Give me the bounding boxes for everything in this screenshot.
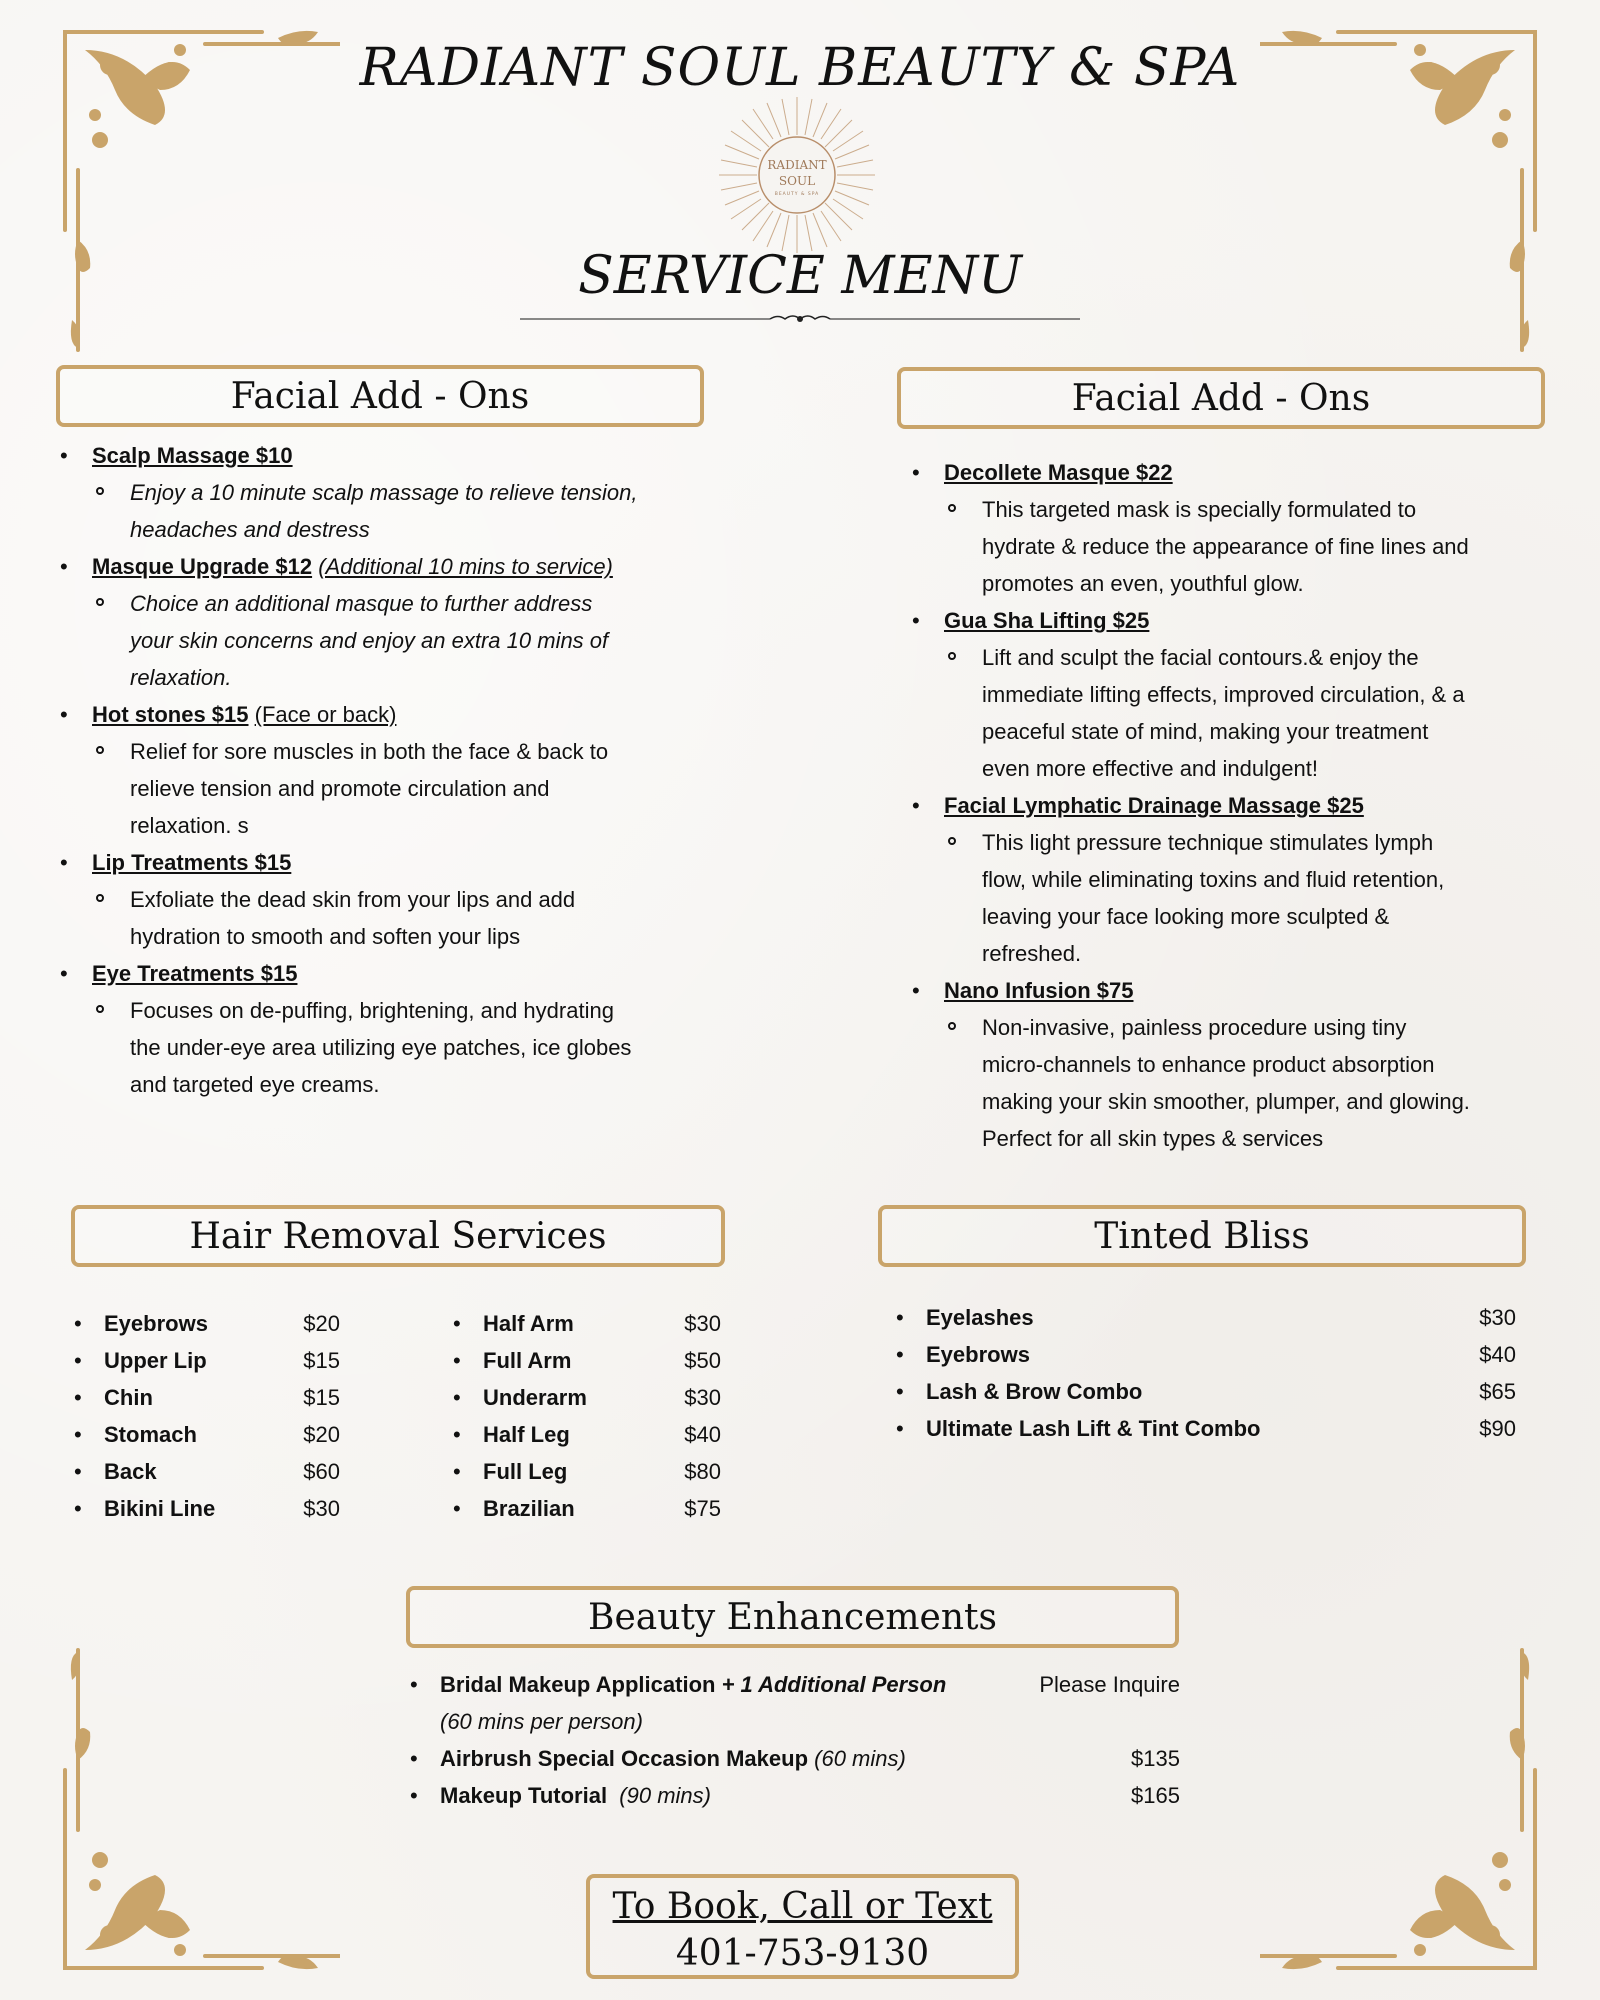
list-item: • Masque Upgrade $12 (Additional 10 mins to service) Choice an additional masque to further address your skin concerns and enjoy an extra 10 mins of relaxation.	[60, 554, 613, 690]
svg-text:RADIANT: RADIANT	[767, 158, 827, 172]
price-row: • Brazilian $75	[453, 1495, 721, 1521]
section-heading: Facial Add - Ons	[230, 375, 530, 417]
tinted-bliss-header	[878, 1205, 1526, 1267]
list-item: • Nano Infusion $75 Non-invasive, painless procedure using tiny micro-channels to enhance product absorption making your skin smoother, plumper, and glowing. Perfect for all skin types & services	[912, 978, 1470, 1151]
corner-ornament-bottom-left-icon	[40, 1640, 340, 1980]
price-row: • Half Arm $30	[453, 1310, 721, 1336]
phone-number-link[interactable]: 401-753-9130	[675, 1933, 930, 1974]
price-row: • Chin $15	[74, 1384, 340, 1410]
list-item: • Facial Lymphatic Drainage Massage $25 This light pressure technique stimulates lymph flow, while eliminating toxins and fluid retention, leaving your face looking more sculpted & refreshed.	[912, 793, 1445, 966]
booking-label: To Book, Call or Text	[612, 1886, 993, 1927]
price-row: • Makeup Tutorial (90 mins) $165	[410, 1782, 1180, 1808]
price-row: • Airbrush Special Occasion Makeup (60 mins) $135	[410, 1745, 1180, 1771]
booking-box	[586, 1874, 1019, 1979]
tinted-bliss-list	[896, 1299, 1516, 1447]
list-item: • Decollete Masque $22 This targeted mask is specially formulated to hydrate & reduce the appearance of fine lines and promotes an even, youthful glow.	[912, 460, 1469, 596]
price-row: • Stomach $20	[74, 1421, 340, 1447]
section-heading: Tinted Bliss	[1094, 1215, 1310, 1257]
price-row: • Underarm $30	[453, 1384, 721, 1410]
list-item: • Gua Sha Lifting $25 Lift and sculpt the facial contours.& enjoy the immediate lifting effects, improved circulation, & a peaceful state of mind, making your treatment even more effective and indulgent!	[912, 608, 1465, 781]
price-row: • Lash & Brow Combo $65	[896, 1378, 1516, 1404]
service-menu-heading: SERVICE MENU	[578, 246, 1022, 306]
price-row: • Back $60	[74, 1458, 340, 1484]
hair-removal-col2	[453, 1305, 721, 1527]
list-item: • Hot stones $15 (Face or back) Relief for sore muscles in both the face & back to relieve tension and promote circulation and relaxation. s	[60, 702, 609, 838]
list-item: • Eye Treatments $15 Focuses on de-puffing, brightening, and hydrating the under-eye area utilizing eye patches, ice globes and targeted eye creams.	[60, 961, 632, 1097]
price-row: • Full Leg $80	[453, 1458, 721, 1484]
section-heading: Hair Removal Services	[189, 1215, 607, 1257]
svg-text:SOUL: SOUL	[778, 174, 816, 188]
price-row: • Ultimate Lash Lift & Tint Combo $90	[896, 1415, 1516, 1441]
list-item: • Lip Treatments $15 Exfoliate the dead skin from your lips and add hydration to smooth and soften your lips	[60, 850, 576, 949]
list-item: • Scalp Massage $10 Enjoy a 10 minute scalp massage to relieve tension, headaches and destress	[60, 443, 638, 542]
price-row: • Eyebrows $40	[896, 1341, 1516, 1367]
price-row: • Full Arm $50	[453, 1347, 721, 1373]
section-heading: Beauty Enhancements	[588, 1596, 997, 1638]
corner-ornament-bottom-right-icon	[1260, 1640, 1560, 1980]
section-heading: Facial Add - Ons	[1071, 377, 1371, 419]
facial-addons-left-header	[56, 365, 704, 427]
facial-addons-left-list	[58, 437, 718, 1103]
price-row: • Half Leg $40	[453, 1421, 721, 1447]
facial-addons-right-header	[897, 367, 1545, 429]
price-row: • Eyebrows $20	[74, 1310, 340, 1336]
facial-addons-right-list	[910, 454, 1570, 1157]
hair-removal-col1	[74, 1305, 340, 1527]
sunburst-logo-icon	[717, 95, 877, 255]
price-row: • Bikini Line $30	[74, 1495, 340, 1521]
beauty-enhancements-header	[406, 1586, 1179, 1648]
ornamental-divider-icon	[520, 312, 1080, 326]
price-row: • Eyelashes $30	[896, 1304, 1516, 1330]
price-row: • Upper Lip $15	[74, 1347, 340, 1373]
hair-removal-header	[71, 1205, 725, 1267]
svg-text:BEAUTY & SPA: BEAUTY & SPA	[774, 192, 820, 197]
price-row: • Bridal Makeup Application + 1 Additional Person Please Inquire	[410, 1671, 1180, 1697]
spa-title: RADIANT SOUL BEAUTY & SPA	[359, 38, 1241, 98]
price-detail-row: (60 mins per person)	[440, 1708, 643, 1734]
beauty-enhancements-list	[410, 1666, 1180, 1814]
